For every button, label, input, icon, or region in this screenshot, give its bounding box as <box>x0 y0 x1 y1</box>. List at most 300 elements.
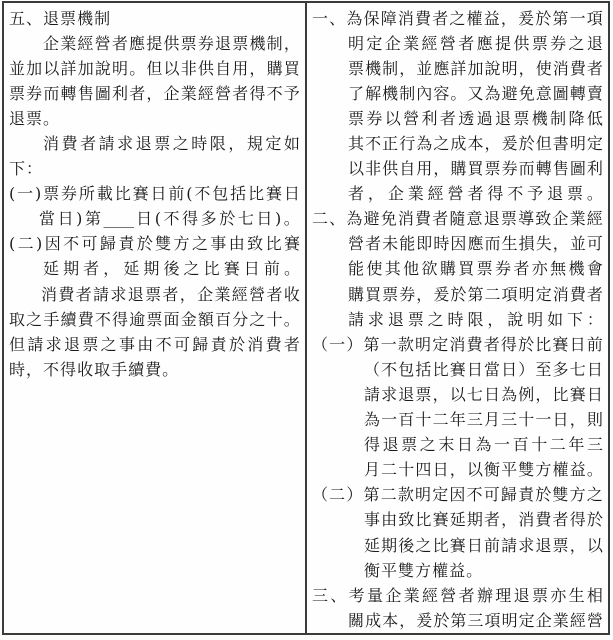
char: 日 <box>466 359 483 379</box>
char: 使 <box>535 58 552 78</box>
char: 消 <box>449 334 466 354</box>
char: 券 <box>550 33 567 53</box>
char: 比 <box>535 334 552 354</box>
char: 二 <box>380 485 397 505</box>
char: 避 <box>501 83 518 103</box>
char: 前 <box>263 259 280 279</box>
char: 提 <box>146 33 163 53</box>
char: 。 <box>586 184 603 204</box>
text-line <box>312 81 603 106</box>
char: 其 <box>348 134 365 154</box>
char: 二 <box>432 410 449 430</box>
char: 由 <box>381 510 398 530</box>
char: 十 <box>518 410 535 430</box>
char: 至 <box>535 359 552 379</box>
char: 可 <box>173 334 190 354</box>
text-line <box>312 31 603 56</box>
char: 日 <box>256 209 273 229</box>
char: 明 <box>415 485 432 505</box>
char: 包 <box>398 359 415 379</box>
char: 買 <box>467 159 484 179</box>
char: 之 <box>449 8 466 28</box>
text-line <box>312 182 603 207</box>
char: 機 <box>249 33 266 53</box>
char: 定 <box>535 284 552 304</box>
char: 百 <box>398 410 415 430</box>
char: 責 <box>118 234 135 254</box>
char: ， <box>416 284 433 304</box>
char: 應 <box>433 58 450 78</box>
char: 七 <box>237 209 254 229</box>
text-line <box>312 558 603 583</box>
char: 機 <box>365 58 382 78</box>
char: 說 <box>94 58 111 78</box>
char: 加 <box>26 58 43 78</box>
char: 求 <box>117 134 134 154</box>
char: 成 <box>365 610 382 630</box>
char: 票 <box>232 33 249 53</box>
char: ， <box>432 384 449 404</box>
char: 比 <box>203 259 220 279</box>
text-line <box>9 282 300 307</box>
char: 第 <box>84 209 101 229</box>
char: 者 <box>129 83 146 103</box>
char: ， <box>249 58 266 78</box>
char: 明 <box>518 284 535 304</box>
char: 隨 <box>449 209 466 229</box>
char: 費 <box>145 359 162 379</box>
char: 營 <box>447 184 464 204</box>
char: 票 <box>146 309 163 329</box>
char: 失 <box>535 234 552 254</box>
char: 營 <box>249 284 266 304</box>
char: 事 <box>118 334 135 354</box>
char: 手 <box>111 359 128 379</box>
text-line <box>312 583 603 608</box>
char: 考 <box>348 585 365 605</box>
char: 末 <box>438 435 455 455</box>
char: 使 <box>366 259 383 279</box>
char: 圖 <box>552 83 569 103</box>
char: 免 <box>518 83 535 103</box>
char: 收 <box>77 359 94 379</box>
text-line <box>9 307 300 332</box>
char: 金 <box>180 309 197 329</box>
char: 票 <box>415 384 432 404</box>
char: ， <box>283 33 300 53</box>
char: 十 <box>531 435 548 455</box>
char: ( <box>154 209 161 229</box>
char: 消 <box>552 284 569 304</box>
char: 限 <box>209 134 226 154</box>
char: 買 <box>458 259 475 279</box>
char: 得 <box>569 510 586 530</box>
char: 下 <box>566 309 583 329</box>
char: 日 <box>586 359 603 379</box>
text-line <box>312 282 603 307</box>
char: 以 <box>466 460 483 480</box>
char: 歸 <box>500 485 517 505</box>
char: 延 <box>43 259 60 279</box>
char: 取 <box>94 359 111 379</box>
char: 於 <box>136 234 153 254</box>
char: 票 <box>9 83 26 103</box>
char: 企 <box>552 209 569 229</box>
char: 用 <box>416 159 433 179</box>
char: ， <box>487 309 504 329</box>
char: 制 <box>550 108 567 128</box>
char: 書 <box>552 134 569 154</box>
char: 項 <box>484 610 501 630</box>
char: 十 <box>398 460 415 480</box>
char: 益 <box>569 460 586 480</box>
char: 券 <box>197 33 214 53</box>
char: 者 <box>80 134 97 154</box>
char: 於 <box>535 8 552 28</box>
char: 者 <box>513 259 530 279</box>
char: 業 <box>407 184 424 204</box>
text-line <box>9 182 300 207</box>
char: 三 <box>467 610 484 630</box>
char: 求 <box>518 535 535 555</box>
char: 日 <box>136 209 153 229</box>
char: 爰 <box>433 284 450 304</box>
char: ： <box>26 159 43 179</box>
char: 容 <box>433 83 450 103</box>
text-line <box>312 157 603 182</box>
char: 票 <box>154 134 171 154</box>
char: 本 <box>382 610 399 630</box>
char: ， <box>26 359 43 379</box>
char: 退 <box>586 33 603 53</box>
char: 導 <box>518 209 535 229</box>
char: 雙 <box>155 234 172 254</box>
char: 企 <box>535 610 552 630</box>
char: 說 <box>507 309 524 329</box>
char: 亦 <box>531 259 548 279</box>
char: 二 <box>549 435 566 455</box>
char: 費 <box>415 209 432 229</box>
char: 賽 <box>223 259 240 279</box>
char: 營 <box>348 234 365 254</box>
char: 多 <box>552 359 569 379</box>
char: 經 <box>569 610 586 630</box>
char: 行 <box>399 134 416 154</box>
char: 於 <box>586 510 603 530</box>
char: 圖 <box>94 83 111 103</box>
char: 利 <box>421 108 438 128</box>
char: 券 <box>26 83 43 103</box>
char: 用 <box>232 58 249 78</box>
char: ， <box>146 83 163 103</box>
char: 以 <box>384 108 401 128</box>
char: 時 <box>433 234 450 254</box>
char: 。 <box>466 560 483 580</box>
char: 了 <box>348 83 365 103</box>
char: 下 <box>9 159 26 179</box>
char: 意 <box>466 209 483 229</box>
char: 未 <box>382 234 399 254</box>
char: 票 <box>382 284 399 304</box>
char: 票 <box>566 184 583 204</box>
char: ， <box>449 460 466 480</box>
char: 票 <box>180 33 197 53</box>
char: 應 <box>476 33 493 53</box>
char: 退 <box>382 435 399 455</box>
char: 退 <box>63 334 80 354</box>
char: 營 <box>586 610 603 630</box>
char: 手 <box>43 309 60 329</box>
char: 者 <box>348 184 365 204</box>
char: 於 <box>450 284 467 304</box>
char: 日 <box>586 384 603 404</box>
char: ） <box>346 334 363 354</box>
char: 款 <box>397 334 414 354</box>
char: 衡 <box>483 460 500 480</box>
char: 、 <box>329 209 346 229</box>
char: 消 <box>247 334 264 354</box>
char: 比 <box>265 234 282 254</box>
char: 。 <box>129 58 146 78</box>
char: 當 <box>39 209 56 229</box>
char: 歸 <box>192 334 209 354</box>
char: 詳 <box>450 58 467 78</box>
char: 二 <box>312 209 329 229</box>
char: 圖 <box>569 159 586 179</box>
char: 賽 <box>132 184 149 204</box>
char: 不 <box>94 309 111 329</box>
char: 第 <box>552 8 569 28</box>
char: 定 <box>366 33 383 53</box>
char: 日 <box>150 184 167 204</box>
char: 正 <box>382 134 399 154</box>
char: 賽 <box>265 184 282 204</box>
char: 降 <box>568 108 585 128</box>
char: 請 <box>501 535 518 555</box>
char: 致 <box>247 234 264 254</box>
char: 票 <box>513 108 530 128</box>
char: ) <box>274 209 282 229</box>
char: 退 <box>9 108 26 128</box>
char: 項 <box>501 284 518 304</box>
char: 比 <box>114 184 131 204</box>
text-line <box>312 508 603 533</box>
char: 續 <box>128 359 145 379</box>
char: 額 <box>197 309 214 329</box>
char: 因 <box>450 234 467 254</box>
char: 不 <box>266 83 283 103</box>
char: 他 <box>403 259 420 279</box>
text-line <box>312 458 603 483</box>
char: 延 <box>449 510 466 530</box>
char: 於 <box>535 485 552 505</box>
char: 衡 <box>364 560 381 580</box>
char: ） <box>518 359 535 379</box>
text-line <box>312 483 603 508</box>
char: 制 <box>399 83 416 103</box>
char: 方 <box>173 234 190 254</box>
char: 不 <box>194 184 211 204</box>
char: 業 <box>403 585 420 605</box>
char: （ <box>312 485 329 505</box>
char: 平 <box>501 460 518 480</box>
char: 券 <box>399 284 416 304</box>
char: 賽 <box>552 334 569 354</box>
char: 能 <box>348 259 365 279</box>
char: 售 <box>552 159 569 179</box>
char: 關 <box>348 610 365 630</box>
char: 括 <box>415 359 432 379</box>
char: 不 <box>365 134 382 154</box>
char: 得 <box>112 309 129 329</box>
char: 者 <box>232 83 249 103</box>
char: 機 <box>568 259 585 279</box>
char: 退 <box>387 309 404 329</box>
document-table <box>2 1 610 635</box>
text-line <box>9 207 300 232</box>
char: 日 <box>456 435 473 455</box>
char: ， <box>569 535 586 555</box>
char: 延 <box>364 535 381 555</box>
char: ， <box>399 610 416 630</box>
char: 取 <box>9 309 26 329</box>
char: 項 <box>586 8 603 28</box>
char: 費 <box>415 8 432 28</box>
char: 以 <box>449 384 466 404</box>
char: 三 <box>501 410 518 430</box>
char: 責 <box>210 334 227 354</box>
char: 詳 <box>60 58 77 78</box>
char: 以 <box>348 159 365 179</box>
char: 轉 <box>569 83 586 103</box>
char: 事 <box>210 234 227 254</box>
char: 企 <box>43 33 60 53</box>
char: 營 <box>403 108 420 128</box>
char: 一 <box>17 184 34 204</box>
char: 企 <box>385 585 402 605</box>
char: 透 <box>458 108 475 128</box>
char: 制 <box>94 8 111 28</box>
char: ) <box>35 184 42 204</box>
char: 者 <box>483 334 500 354</box>
text-line <box>312 6 603 31</box>
char: 即 <box>416 234 433 254</box>
char: 費 <box>265 334 282 354</box>
char: 經 <box>421 585 438 605</box>
char: ） <box>346 485 363 505</box>
char: 為 <box>346 8 363 28</box>
char: 。 <box>283 259 300 279</box>
char: 相 <box>586 585 603 605</box>
char: 面 <box>163 309 180 329</box>
char: 者 <box>111 33 128 53</box>
char: 求 <box>381 384 398 404</box>
char: 時 <box>191 134 208 154</box>
text-line <box>312 382 603 407</box>
char: ( <box>9 234 16 254</box>
char: 票 <box>60 8 77 28</box>
char: 二 <box>381 460 398 480</box>
char: 日 <box>57 209 74 229</box>
char: 購 <box>450 159 467 179</box>
char: 。 <box>283 309 300 329</box>
char: 加 <box>77 58 94 78</box>
char: 賽 <box>569 384 586 404</box>
char: 之 <box>26 309 43 329</box>
char: 時 <box>447 309 464 329</box>
char: 企 <box>197 284 214 304</box>
char: 日 <box>283 184 300 204</box>
char: 企 <box>163 83 180 103</box>
char: 票 <box>407 309 424 329</box>
char: 多 <box>200 209 217 229</box>
char: 經 <box>421 33 438 53</box>
char: 明 <box>501 610 518 630</box>
char: 得 <box>60 359 77 379</box>
char: 退 <box>547 184 564 204</box>
char: 。 <box>43 108 60 128</box>
char: 加 <box>467 58 484 78</box>
char: 費 <box>569 284 586 304</box>
char: 十 <box>415 410 432 430</box>
char: 七 <box>569 359 586 379</box>
char: 四 <box>415 460 432 480</box>
char: 業 <box>403 33 420 53</box>
char: 但 <box>9 334 26 354</box>
text-line <box>9 131 300 156</box>
char: 利 <box>586 159 603 179</box>
text-line <box>312 106 603 131</box>
provision-column <box>4 3 305 633</box>
char: 退 <box>135 134 152 154</box>
char: 票 <box>43 184 60 204</box>
char: 者 <box>432 209 449 229</box>
char: 券 <box>495 259 512 279</box>
char: 。 <box>283 209 300 229</box>
char: 於 <box>518 134 535 154</box>
char: 所 <box>78 184 95 204</box>
char: 之 <box>419 435 436 455</box>
char: 平 <box>381 560 398 580</box>
char: 以 <box>586 535 603 555</box>
explanation-column <box>307 3 608 633</box>
char: 營 <box>94 33 111 53</box>
char: （ <box>364 359 381 379</box>
char: 為 <box>475 435 492 455</box>
char: 經 <box>197 83 214 103</box>
char: 權 <box>466 8 483 28</box>
char: 益 <box>449 560 466 580</box>
char: 會 <box>586 259 603 279</box>
char: 消 <box>41 284 58 304</box>
char: 者 <box>266 284 283 304</box>
char: 明 <box>527 309 544 329</box>
char: 應 <box>467 234 484 254</box>
char: 明 <box>348 33 365 53</box>
char: 票 <box>531 585 548 605</box>
char: 二 <box>484 284 501 304</box>
char: ， <box>367 184 384 204</box>
char: 之 <box>586 485 603 505</box>
char: 期 <box>143 259 160 279</box>
char: 百 <box>215 309 232 329</box>
char: 賽 <box>449 359 466 379</box>
char: 買 <box>365 284 382 304</box>
char: 票 <box>500 209 517 229</box>
char: 票 <box>552 535 569 555</box>
char: 消 <box>397 209 414 229</box>
char: 致 <box>535 209 552 229</box>
